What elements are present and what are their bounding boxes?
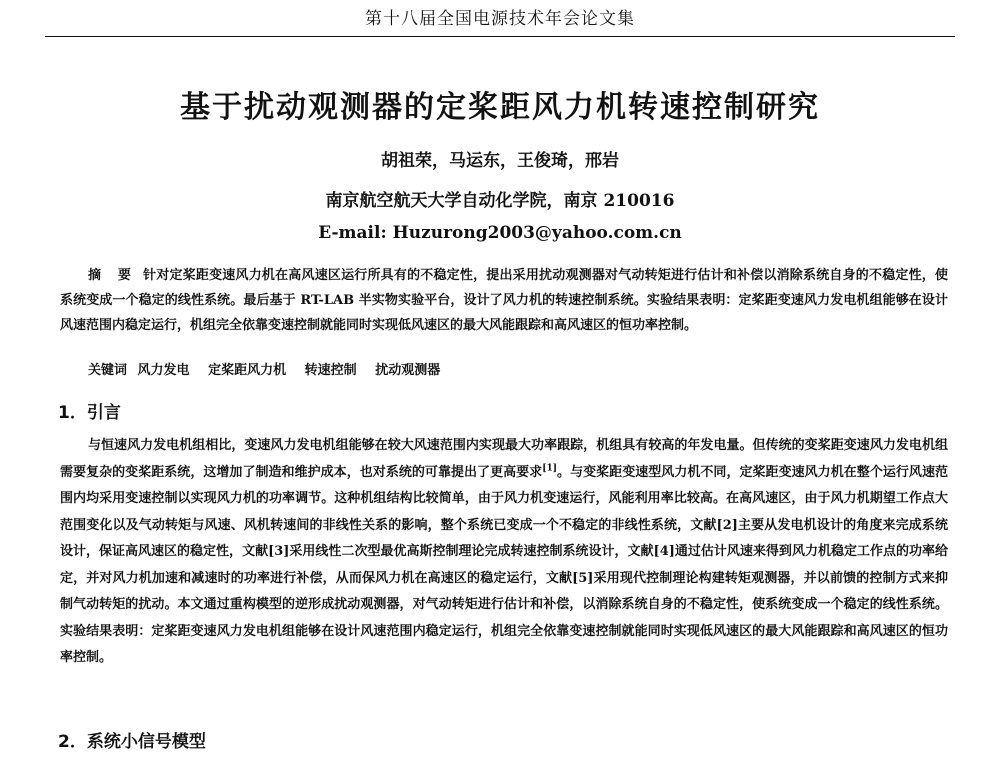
keyword: 扰动观测器 <box>375 363 441 378</box>
paper-title: 基于扰动观测器的定桨距风力机转速控制研究 <box>180 90 820 125</box>
keyword: 定桨距风力机 <box>208 363 287 378</box>
intro-text-part1: 与恒速风力发电机组相比，变速风力发电机组能够在较大风速范围内实现最大功率跟踪，机组具有较高的年发电量。但传统的变桨距变速风力发电机组需要复杂的变桨距系统，这增加了制造和维护成本，也对系统的可靠提出了更高要求 <box>60 438 948 480</box>
authors: 胡祖荣，马运东，王俊琦，邢岩 <box>381 151 619 171</box>
intro-text-part2: 。与变桨距变速型风力机不同，定桨距变速风力机在整个运行风速范围内均采用变速控制以实现风力机的功率调节。这种机组结构比较简单，由于风力机变速运行，风能利用率比较高。在高风速区，由于风力机期望工作点大范围变化以及气动转矩与风速、风机转速间的非线性关系的影响，整个系统已变成一个不稳定的非线性系统，文献[2]主要从发电机设计的角度来完成系统设计，保证高风速区的稳定性，文献[3]采用线性二次型最优高斯控制理论完成转速控制系统设计，文献[4]通过估计风速来得到风力机稳定工作点的功率给定，并对风力机加速和减速时的功率进行补偿，从而保风力机在高速区的稳定运行，文献[5]采用现代控制理论构建转矩观测器，并以前馈的控制方式来抑制气动转矩的扰动。本文通过重构模型的逆形成扰动观测器，对气动转矩进行估计和补偿，以消除系统自身的不稳定性，使系统变成一个稳定的线性系统。实验结果表明：定桨距变速风力发电机组能够在设计风速范围内稳定运行，机组完全依靠变速控制就能同时实现低风速区的最大风能跟踪和高风速区的恒功率控制。 <box>60 464 948 665</box>
email: E-mail: Huzurong2003@yahoo.com.cn <box>318 223 682 243</box>
affiliation: 南京航空航天大学自动化学院，南京 210016 <box>325 191 675 211</box>
abstract-text: 针对定桨距变速风力机在高风速区运行所具有的不稳定性，提出采用扰动观测器对气动转矩进行估计和补偿以消除系统自身的不稳定性，使系统变成一个稳定的线性系统。最后基于 RT-LAB 半实物实验平台，设计了风力机的转速控制系统。实验结果表明：定桨距变速风力发电机组能够在设计风速范围内稳定运行，机组完全依靠变速控制就能同时实现低风速区的最大风能跟踪和高风速区的恒功率控制。 <box>60 268 948 333</box>
intro-paragraph <box>60 433 948 672</box>
keyword: 风力发电 <box>137 363 190 378</box>
abstract <box>60 263 948 338</box>
abstract-label: 摘 要 <box>88 268 138 283</box>
keywords-label: 关键词 <box>88 363 128 378</box>
section-heading-model: 2．系统小信号模型 <box>58 732 206 752</box>
header-rule <box>45 36 955 37</box>
citation: [1] <box>542 463 557 474</box>
keyword: 转速控制 <box>304 363 357 378</box>
section-heading-intro: 1．引言 <box>58 403 121 423</box>
running-header: 第十八届全国电源技术年会论文集 <box>365 9 635 29</box>
keywords <box>60 358 948 383</box>
